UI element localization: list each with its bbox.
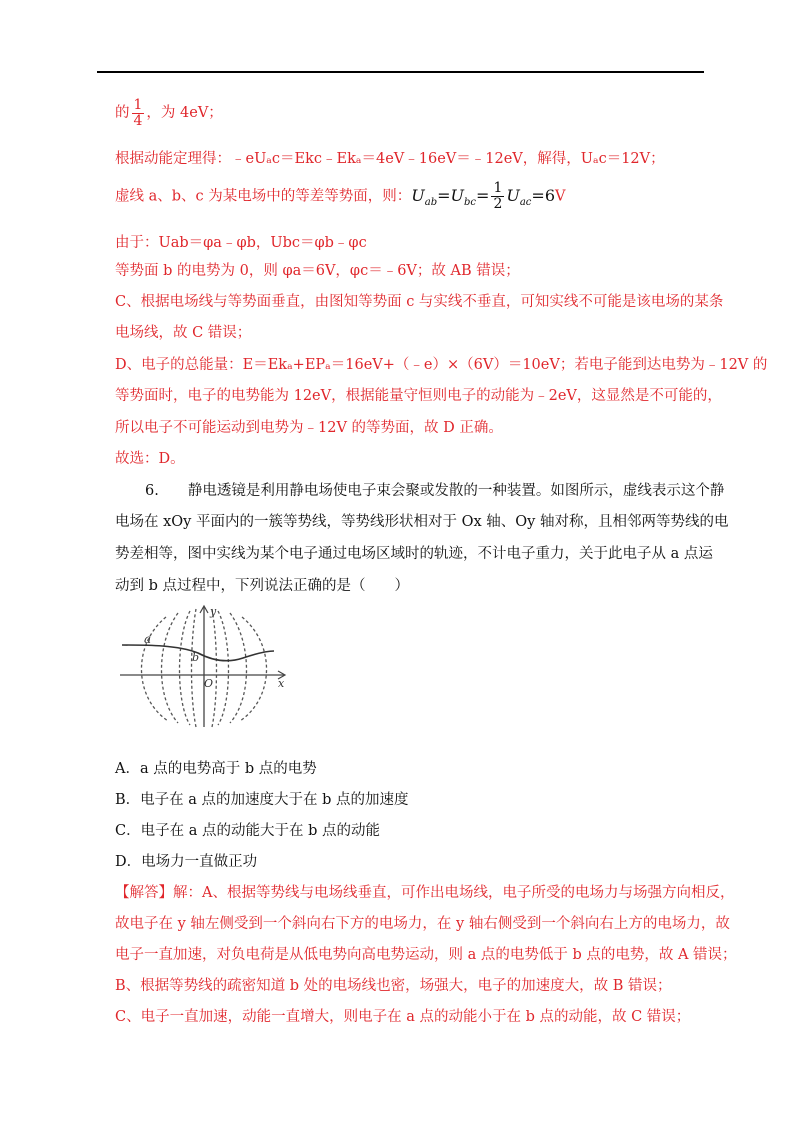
subscript: ab xyxy=(424,196,438,208)
formula-potential-difference xyxy=(411,180,555,212)
symbol-u: U xyxy=(506,185,520,205)
fraction-one-quarter xyxy=(132,98,145,128)
answer-line-5: C、电子一直加速，动能一直增大，则电子在 a 点的动能小于在 b 点的动能，故 C 错误； xyxy=(115,1009,691,1025)
equipotential-right-inner xyxy=(212,609,217,727)
solution-line-6: C、根据电场线与等势面垂直，由图知等势面 c 与实线不垂直，可知实线不可能是该电场的某条 xyxy=(115,294,724,310)
symbol: =U xyxy=(437,185,465,205)
equipotential-left-2 xyxy=(162,613,179,723)
option-b: B．电子在 a 点的加速度大于在 b 点的加速度 xyxy=(115,792,409,808)
option-c: C．电子在 a 点的动能大于在 b 点的动能 xyxy=(115,823,380,839)
solution-line-1 xyxy=(115,98,223,128)
equipotential-left-inner xyxy=(192,609,200,727)
option-d: D．电场力一直做正功 xyxy=(115,854,258,870)
label-x: x xyxy=(278,677,285,690)
label-y: y xyxy=(210,605,217,618)
equipotential-right-1 xyxy=(218,611,229,725)
label-origin: O xyxy=(204,677,214,690)
equipotential-diagram xyxy=(118,603,290,729)
question-line-3: 势差相等，图中实线为某个电子通过电场区域时的轨迹，不计电子重力，关于此电子从 a 点运 xyxy=(115,546,713,562)
solution-line-8: D、电子的总能量：E＝Ekₐ+EPₐ＝16eV+（﹣e）×（6V）＝10eV；若电子能到达电势为﹣12V 的 xyxy=(115,357,768,373)
text: 解：A、根据等势线与电场线垂直，可作出电场线，电子所受的电场力与场强方向相反， xyxy=(173,885,735,901)
label-b: b xyxy=(192,651,200,664)
symbol: =6 xyxy=(531,185,555,205)
subscript: bc xyxy=(464,196,477,208)
solution-line-2: 根据动能定理得：﹣eUₐc＝Ekc﹣Ekₐ＝4eV﹣16eV＝﹣12eV，解得，Uₐc＝12V； xyxy=(115,151,665,167)
answer-line-4: B、根据等势线的疏密知道 b 处的电场线也密，场强大，电子的加速度大，故 B 错误； xyxy=(115,978,672,994)
equipotential-right-3 xyxy=(240,617,267,721)
label-a: a xyxy=(144,632,152,646)
header-rule xyxy=(97,71,704,73)
text: ，为 4eV； xyxy=(146,105,223,122)
question-line-1: 6. 静电透镜是利用静电场使电子束会聚或发散的一种装置。如图所示，虚线表示这个静 xyxy=(145,483,725,499)
question-line-2: 电场在 xOy 平面内的一簇等势线，等势线形状相对于 Ox 轴、Oy 轴对称，且相邻两等势线的电 xyxy=(115,514,729,530)
answer-line-1 xyxy=(115,886,734,901)
unit: V xyxy=(555,188,566,205)
symbol: = xyxy=(476,185,490,205)
text: 的 xyxy=(115,105,130,122)
fraction-one-half xyxy=(491,181,504,211)
equipotential-figure xyxy=(118,603,290,733)
symbol-u: U xyxy=(411,185,425,205)
subscript: ac xyxy=(519,196,532,208)
solution-line-10: 所以电子不可能运动到电势为﹣12V 的等势面，故 D 正确。 xyxy=(115,420,503,436)
fraction-numerator: 1 xyxy=(133,97,143,113)
solution-line-7: 电场线，故 C 错误； xyxy=(115,325,252,341)
option-a: A．a 点的电势高于 b 点的电势 xyxy=(115,761,317,777)
solution-line-5: 等势面 b 的电势为 0，则 φa＝6V，φc＝﹣6V；故 AB 错误； xyxy=(115,263,520,279)
question-line-4: 动到 b 点过程中，下列说法正确的是（ ） xyxy=(115,578,409,594)
equipotential-right-2 xyxy=(230,613,247,723)
solution-line-4: 由于：Uab＝φa﹣φb，Ubc＝φb﹣φc xyxy=(115,235,367,251)
solution-line-11: 故选：D。 xyxy=(115,451,185,467)
fraction-denominator: 4 xyxy=(133,112,143,129)
fraction-denominator: 2 xyxy=(493,195,503,212)
answer-tag: 【解答】 xyxy=(115,885,173,901)
solution-line-3 xyxy=(115,181,565,211)
equipotential-left-1 xyxy=(180,611,191,725)
answer-line-2: 故电子在 y 轴左侧受到一个斜向右下方的电场力，在 y 轴右侧受到一个斜向右上方的电场力，故 xyxy=(115,916,730,932)
solution-line-9: 等势面时，电子的电势能为 12eV，根据能量守恒则电子的动能为﹣2eV，这显然是不可能的， xyxy=(115,388,722,404)
fraction-numerator: 1 xyxy=(493,180,503,196)
answer-line-3: 电子一直加速，对负电荷是从低电势向高电势运动，则 a 点的电势低于 b 点的电势，故 A 错误； xyxy=(115,947,737,963)
text: 虚线 a、b、c 为某电场中的等差等势面，则： xyxy=(115,188,412,205)
